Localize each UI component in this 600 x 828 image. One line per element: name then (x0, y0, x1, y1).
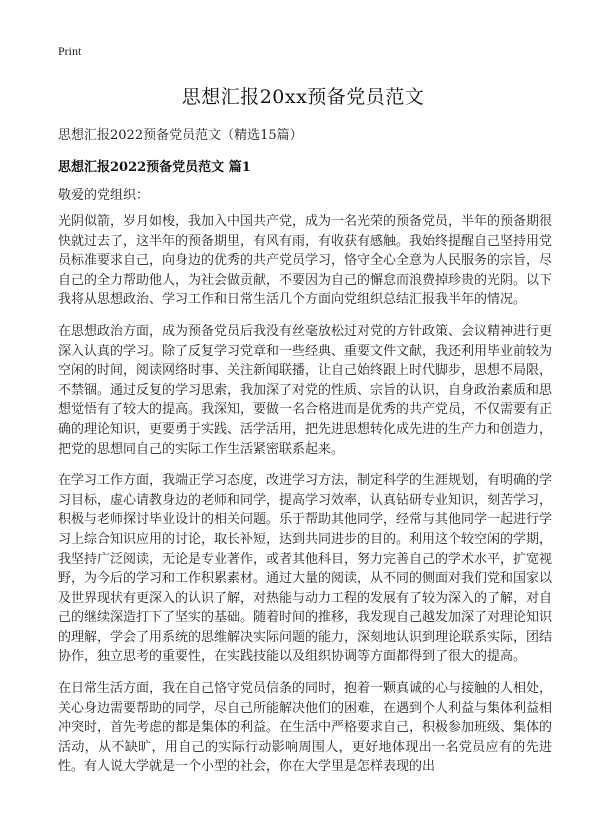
document-subtitle: 思想汇报2022预备党员范文（精选15篇） (58, 128, 303, 143)
letter-greeting: 敬爱的党组织： (58, 188, 150, 203)
section-heading: 思想汇报2022预备党员范文 篇1 (58, 160, 251, 175)
paragraph-daily-life: 在日常生活方面，我在自己恪守党员信条的同时，抱着一颗真诚的心与接触的人相处，关心身边需要帮助的同学，尽自己所能解决他们的困难，在遇到个人利益与集体利益相冲突时，首先考虑的都是集体的利益。在生活中严格要求自己，积极参加班级、集体的活动，从不缺旷，用自己的实际行动影响周围人，更好地体现出一名党员应有的先进性。有人说大学就是一个小型的社会，你在大学里是怎样表现的出 (58, 681, 553, 775)
article-body (58, 212, 552, 789)
print-link[interactable]: Print (58, 44, 82, 58)
paragraph-political: 在思想政治方面，成为预备党员后我没有丝毫放松过对党的方针政策、会议精神进行更深入认真的学习。除了反复学习党章和一些经典、重要文件文献，我还利用毕业前较为空闲的时间，阅读网络时事、关注新闻联播，让自己始终跟上时代脚步，思想不局限，不禁锢。通过反复的学习思索，我加深了对党的性质、宗旨的认识，自身政治素质和思想觉悟有了较大的提高。我深知，要做一名合格进而是优秀的共产党员，不仅需要有正确的理论知识，更要勇于实践、活学活用，把先进思想转化成先进的生产力和创造力，把党的思想同自己的实际工作生活紧密联系起来。 (58, 323, 553, 457)
paragraph-study-work: 在学习工作方面，我端正学习态度，改进学习方法，制定科学的生涯规划，有明确的学习目标，虚心请教身边的老师和同学，提高学习效率，认真钻研专业知识，刻苦学习，积极与老师探讨毕业设计的相关问题。乐于帮助其他同学，经常与其他同学一起进行学习上综合知识应用的讨论，取长补短，达到共同进步的目的。利用这个较空闲的学期，我坚持广泛阅读，无论是专业著作，或者其他科目，努力完善自己的学术水平，扩宽视野，为今后的学习和工作积累素材。通过大量的阅读，从不同的侧面对我们党和国家以及世界现状有更深入的认识了解，对热能与动力工程的发展有了较为深入的了解，对自己的继续深造打下了坚实的基础。随着时间的推移，我发现自己越发加深了对理论知识的理解，学会了用系统的思维解决实际问题的能力，深刻地认识到理论联系实际，团结协作，独立思考的重要性，在实践技能以及组织协调等方面都得到了很大的提高。 (58, 473, 553, 665)
page-title: 思想汇报20xx预备党员范文 (181, 86, 425, 108)
paragraph-intro: 光阴似箭，岁月如梭，我加入中国共产党，成为一名光荣的预备党员，半年的预备期很快就过去了，这半年的预备期里，有风有雨，有收获有感触。我始终提醒自己坚持用党员标准要求自己，向身边的优秀的共产党员学习，恪守全心全意为人民服务的宗旨，尽自己的全力帮助他人，为社会做贡献，不要因为自己的懈怠而浪费掉珍贵的光阴。以下我将从思想政治、学习工作和日常生活几个方面向党组织总结汇报我半年的情况。 (58, 214, 553, 308)
